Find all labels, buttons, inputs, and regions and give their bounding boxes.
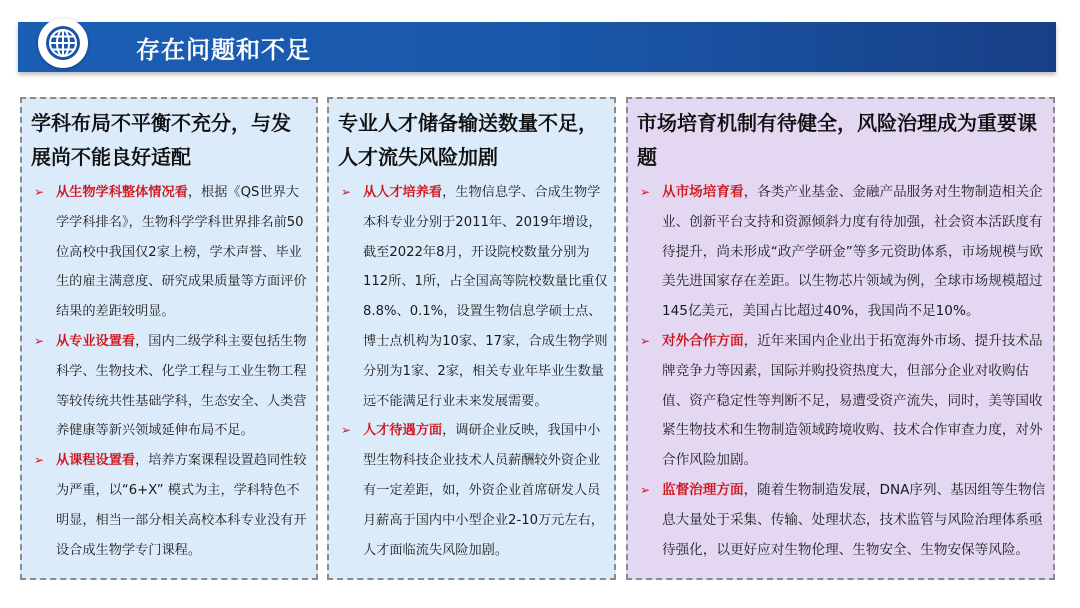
globe-icon [38,18,88,68]
item-keyword: 人才待遇方面 [363,423,443,439]
list-item [32,446,310,565]
card-title: 市场培育机制有待健全，风险治理成为重要课题 [637,111,1037,169]
list-item [339,178,608,416]
card-title: 专业人才储备输送数量不足，人才流失风险加剧 [338,111,598,169]
arrow-bullet-icon: ➢ [640,185,651,199]
arrow-bullet-icon: ➢ [640,333,651,348]
card-discipline-layout [20,97,318,580]
card-talent-reserve [327,97,616,580]
item-keyword: 从市场培育看 [662,184,744,200]
arrow-bullet-icon: ➢ [34,333,45,348]
list-item [638,178,1047,327]
arrow-bullet-icon: ➢ [341,423,352,438]
list-item [339,416,608,565]
arrow-bullet-icon: ➢ [640,482,651,497]
list-item [32,178,310,327]
item-keyword: 从人才培养看 [363,185,443,200]
item-keyword: 监督治理方面 [662,481,744,498]
item-keyword: 从课程设置看 [56,453,136,469]
arrow-bullet-icon: ➢ [34,453,45,468]
card-market-cultivation [626,97,1055,580]
list-item [638,327,1047,476]
arrow-bullet-icon: ➢ [341,185,352,199]
list-item [32,327,310,446]
item-text: ，随着生物制造发展，DNA序列、基因组等生物信息大量处于采集、传输、处理状态，技术监管与风险治理体系亟待强化，以更好应对生物伦理、生物安全、生物安保等风险。 [662,481,1046,558]
item-keyword: 对外合作方面 [662,332,744,349]
header-bar [18,22,1056,72]
item-keyword: 从生物学科整体情况看 [56,185,188,200]
arrow-bullet-icon: ➢ [34,185,45,199]
list-item [638,476,1047,565]
item-text: ，调研企业反映，我国中小型生物科技企业技术人员薪酬较外资企业有一定差距，如，外资企业首席研发人员月薪高于国内中小型企业2-10万元左右，人才面临流失风险加剧。 [363,423,604,558]
item-text: ，生物信息学、合成生物学本科专业分别于2011年、2019年增设，截至2022年8月，开设院校数量分别为112所、1所，占全国高等院校数量比重仅8.8%、0.1%，设置生物信息学硕士点、博士点机构为10家、17家，合成生物学则分别为1家、2家，相关专业年毕业生数量远不能满足行业未来发展需要。 [363,185,608,409]
page-title: 存在问题和不足 [136,36,311,64]
item-text: ，各类产业基金、金融产品服务对生物制造相关企业、创新平台支持和资源倾斜力度有待加强，社会资本活跃度有待提升，尚未形成“政产学研金”等多元资助体系，市场规模与欧美先进国家存在差距。以生物芯片领域为例，全球市场规模超过145亿美元，美国占比超过40%，我国尚不足10%。 [662,184,1044,320]
item-text: ，培养方案课程设置趋同性较为严重，以“6+X” 模式为主，学科特色不明显，相当一部分相关高校本科专业没有开设合成生物学专门课程。 [56,453,307,558]
item-text: ，根据《QS世界大学学科排名》，生物科学学科世界排名前50位高校中我国仅2家上榜，学术声誉、毕业生的雇主满意度、研究成果质量等方面评价结果的差距较明显。 [56,185,307,320]
item-keyword: 从专业设置看 [56,333,136,349]
item-text: ，近年来国内企业出于拓宽海外市场、提升技术品牌竞争力等因素，国际并购投资热度大，但部分企业对收购估值、资产稳定性等判断不足，易遭受资产流失，同时，美等国收紧生物技术和生物制造领域跨境收购、技术合作审查力度，对外合作风险加剧。 [662,332,1043,469]
item-text: ，国内二级学科主要包括生物科学、生物技术、化学工程与工业生物工程等较传统共性基础学科，生态安全、人类营养健康等新兴领域延伸布局不足。 [56,333,307,439]
card-title: 学科布局不平衡不充分，与发展尚不能良好适配 [31,111,291,169]
